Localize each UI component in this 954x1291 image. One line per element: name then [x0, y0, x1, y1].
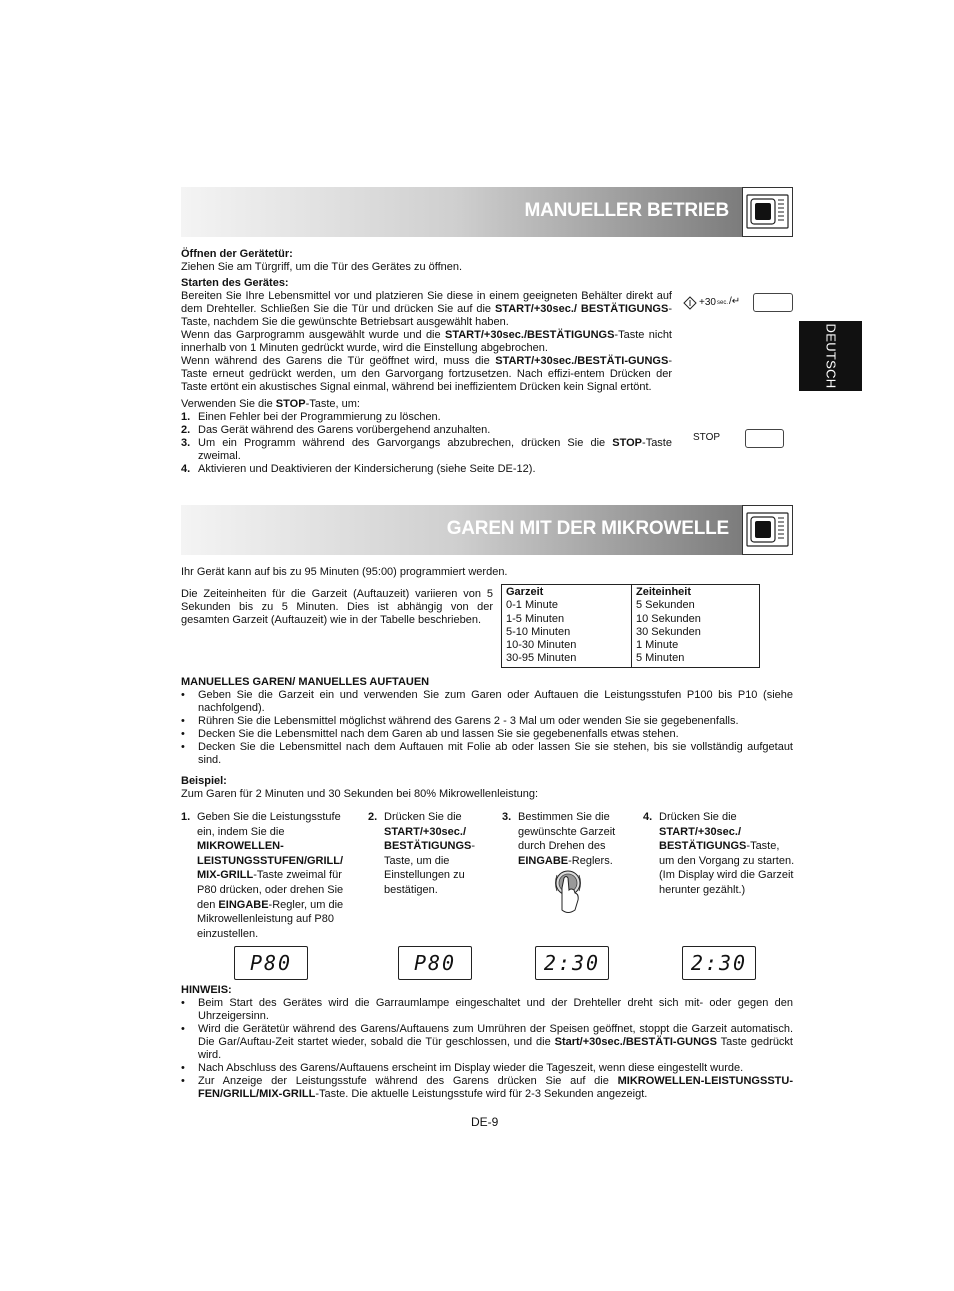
lcd-display-1 [234, 946, 308, 980]
note-heading: HINWEIS: [181, 984, 232, 996]
step-3: 3. Bestimmen Sie die gewünschte Garzeit durch Drehen des EINGABE-Reglers. [502, 811, 616, 867]
lcd-display-4 [682, 946, 756, 980]
language-tab: DEUTSCH [799, 321, 862, 391]
microwave-icon [742, 187, 793, 237]
list-item: • Zur Anzeige der Leistungsstufe während des Garens drücken Sie auf die MIKROWELLEN-LEISTUNGSSTU-FEN/GRILL/MIX-GRILL-Taste. Die aktuelle Leistungsstufe wird für 2-3 Sekunden angezeigt. [181, 1075, 793, 1101]
table-cell-header: Zeiteinheit 5 Sekunden 10 Sekunden 30 Sekunden 1 Minute 5 Minuten [632, 585, 760, 668]
step-2: 2. Drücken Sie die START/+30sec./ BESTÄTIGUNGS-Taste, um die Einstellungen zu bestätigen. [368, 811, 476, 896]
list-item: • Decken Sie die Lebensmittel nach dem Garen ab und lassen Sie sie gegebenenfalls etwas stehen. [181, 728, 793, 741]
stop-intro: Verwenden Sie die STOP-Taste, um: [181, 398, 360, 410]
stop-button-label: STOP [693, 432, 721, 443]
list-item: • Nach Abschluss des Garens/Auftauens erscheint im Display wieder die Tageszeit, wenn diese eingestellt wurde. [181, 1062, 793, 1075]
example-text: Zum Garen für 2 Minuten und 30 Sekunden bei 80% Mikrowellenleistung: [181, 788, 539, 800]
start-paragraph-3: Wenn während des Garens die Tür geöffnet wird, muss die START/+30sec./BESTÄTI-GUNGS-Taste erneut gedrückt werden, um den Garvorgang fortzusetzen. Nach effizi-entem Drücken der Taste ertönt ein akustisches Signal einmal, während bei ineffizientem Drücken kein Signal ertönt. [181, 355, 672, 393]
manual-operation-text [181, 248, 672, 476]
list-item: • Wird die Gerätetür während des Garens/Auftauens zum Umrühren der Speisen geöffnet, stoppt die Garzeit automatisch. Die Gar/Auftau-Zeit startet wieder, sobald die Tür geschlossen, und die Start/+30sec./BESTÄTI-GUNGS Taste gedrückt wird. [181, 1023, 793, 1062]
intro-text: Ihr Gerät kann auf bis zu 95 Minuten (95:00) programmiert werden. [181, 566, 508, 578]
svg-text:P80: P80 [413, 951, 457, 975]
lcd-display-2 [398, 946, 472, 980]
list-item: • Decken Sie die Lebensmittel nach dem Auftauen mit Folie ab oder lassen Sie sie stehen, bis sie vollständig aufgetaut sind. [181, 741, 793, 767]
section-banner-manueller-betrieb [181, 187, 793, 237]
time-units-table [501, 584, 760, 668]
notes-section [181, 984, 793, 1101]
list-item: • Rühren Sie die Lebensmittel möglichst während des Garens 2 - 3 Mal um oder wenden Sie sie gegebenenfalls. [181, 715, 793, 728]
section-banner-garen-mikrowelle [181, 505, 793, 555]
table-cell-header: Garzeit 0-1 Minute 1-5 Minuten 5-10 Minuten 10-30 Minuten 30-95 Minuten [502, 585, 632, 668]
manual-heading: MANUELLES GAREN/ MANUELLES AUFTAUEN [181, 676, 430, 688]
stop-button[interactable] [745, 429, 784, 448]
example-heading: Beispiel: [181, 775, 227, 787]
step-1: 1. Geben Sie die Leistungsstufe ein, indem Sie die MIKROWELLEN-LEISTUNGSSTUFEN/GRILL/ MIX-GRILL-Taste zweimal für P80 drücken, oder drehen Sie den EINGABE-Regler, um die Mikrowellenleistung auf P80 einzustellen. [181, 811, 344, 940]
start-paragraph-1: Bereiten Sie Ihre Lebensmittel vor und platzieren Sie diese in einem geeigneten Behälter direkt auf dem Drehteller. Schließen Sie die Tür und drücken Sie auf die START/+30sec./ BESTÄTIGUNGS-Taste, nachdem Sie die gewünschte Betriebsart ausgewählt haben. [181, 290, 672, 328]
start-paragraph-2: Wenn das Garprogramm ausgewählt wurde und die START/+30sec./BESTÄTIGUNGS-Taste nicht innerhalb von 1 Minuten gedrückt wurde, wird die Einstellung abgebrochen. [181, 329, 672, 354]
svg-text:2:30: 2:30 [690, 951, 748, 975]
enter-icon: /↵ [729, 296, 741, 307]
step-4: 4. Drücken Sie die START/+30sec./ BESTÄTIGUNGS-Taste, um den Vorgang zu starten. (Im Display wird die Garzeit herunter gezählt.) [643, 811, 795, 896]
units-text: Die Zeiteinheiten für die Garzeit (Auftauzeit) variieren von 5 Sekunden bis zu 5 Minuten. Dies ist abhängig von der gesamten Garzeit (Auftauzeit) wie in der Tabelle beschrieben. [181, 588, 493, 626]
start-button-label: +30 sec. /↵ [683, 295, 753, 311]
page-number: DE-9 [471, 1115, 499, 1129]
list-item: • Geben Sie die Garzeit ein und verwenden Sie zum Garen oder Auftauen die Leistungsstufen P100 bis P10 (siehe nachfolgend). [181, 689, 793, 715]
lcd-display-3 [535, 946, 609, 980]
svg-text:P80: P80 [249, 951, 293, 975]
svg-text:2:30: 2:30 [543, 951, 601, 975]
list-item: 1. Einen Fehler bei der Programmierung zu löschen. [181, 411, 441, 423]
section-title: GAREN MIT DER MIKROWELLE [446, 518, 729, 539]
list-item: • Beim Start des Gerätes wird die Garraumlampe eingeschaltet und der Drehteller dreht sich mit- oder gegen den Uhrzeigersinn. [181, 997, 793, 1023]
start-diamond-icon [683, 296, 697, 310]
section-title: MANUELLER BETRIEB [524, 200, 729, 221]
start-heading: Starten des Gerätes: [181, 277, 289, 289]
manual-list [181, 689, 793, 767]
door-heading: Öffnen der Gerätetür: [181, 248, 293, 260]
list-item: 2. Das Gerät während des Garens vorübergehend anzuhalten. [181, 424, 491, 436]
dial-hand-icon [548, 866, 588, 916]
manual-cooking-section [181, 676, 793, 801]
door-text: Ziehen Sie am Türgriff, um die Tür des Gerätes zu öffnen. [181, 261, 463, 273]
microwave-icon [742, 505, 793, 555]
list-item: 3. Um ein Programm während des Garvorgangs abzubrechen, drücken Sie die STOP-Taste zweimal. [181, 437, 672, 462]
stop-list [181, 411, 672, 476]
notes-list [181, 997, 793, 1101]
list-item: 4. Aktivieren und Deaktivieren der Kindersicherung (siehe Seite DE-12). [181, 463, 536, 475]
start-button[interactable] [753, 293, 793, 312]
